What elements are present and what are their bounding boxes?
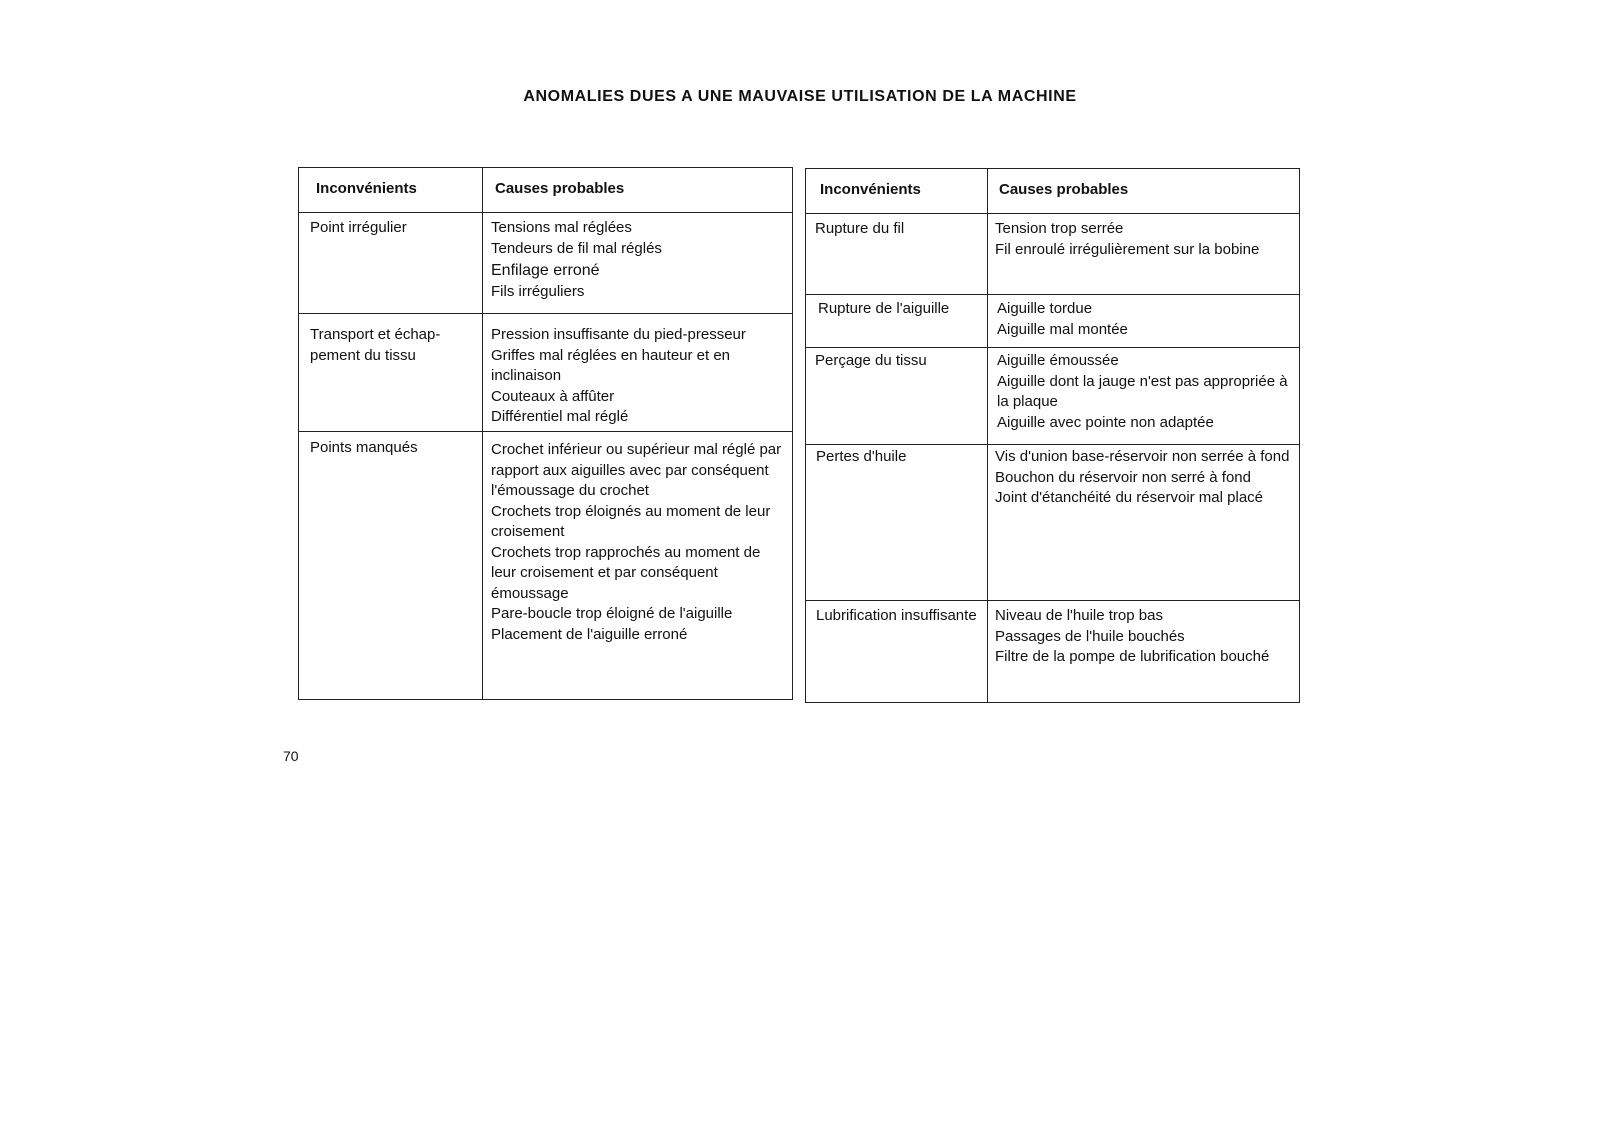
- row-divider: [299, 313, 792, 314]
- cause-line: Vis d'union base-réservoir non serrée à fond: [995, 448, 1290, 465]
- problem-cell: Lubrification insuffisante: [816, 607, 977, 624]
- anomalies-table-left: [298, 167, 793, 700]
- row-divider: [299, 431, 792, 432]
- cause-line: Joint d'étanchéité du réservoir mal placé: [995, 489, 1264, 506]
- row-divider: [806, 347, 1299, 348]
- cause-line: Tendeurs de fil mal réglés: [491, 239, 662, 257]
- cause-line: Pare-boucle trop éloigné de l'aiguille: [491, 605, 733, 622]
- table-header: [299, 168, 792, 213]
- cause-line: Niveau de l'huile trop bas: [995, 607, 1163, 624]
- page-number: 70: [283, 748, 299, 764]
- problem-cell: Transport et échap-pement du tissu: [310, 326, 441, 364]
- anomalies-table-right: [805, 168, 1300, 703]
- header-causes: Causes probables: [999, 181, 1129, 198]
- cause-line: Filtre de la pompe de lubrification bouché: [995, 648, 1270, 665]
- cause-line: Fil enroulé irrégulièrement sur la bobine: [995, 240, 1260, 258]
- causes-cell: [995, 219, 1290, 260]
- cause-line: Pression insuffisante du pied-presseur: [491, 326, 746, 343]
- causes-cell: [995, 606, 1290, 668]
- cause-line: Tensions mal réglées: [491, 219, 632, 236]
- cause-line: Enfilage erroné: [491, 262, 600, 279]
- cause-line: Crochet inférieur ou supérieur mal réglé par rapport aux aiguilles avec par conséquent l'émoussage du crochet: [491, 441, 782, 499]
- cause-line: Aiguille mal montée: [997, 320, 1128, 338]
- cause-line: Passages de l'huile bouchés: [995, 627, 1185, 645]
- causes-cell: [995, 447, 1290, 509]
- column-divider: [987, 169, 988, 702]
- problem-cell: Points manqués: [310, 439, 418, 456]
- cause-line: Aiguille dont la jauge n'est pas appropriée à la plaque: [997, 372, 1288, 410]
- causes-cell: [997, 299, 1292, 340]
- problem-cell: Perçage du tissu: [815, 352, 927, 369]
- row-divider: [806, 294, 1299, 295]
- cause-line: Bouchon du réservoir non serré à fond: [995, 468, 1251, 486]
- problem-cell: Rupture du fil: [815, 220, 905, 237]
- cause-line: Différentiel mal réglé: [491, 408, 629, 425]
- cause-line: Placement de l'aiguille erroné: [491, 625, 688, 643]
- table-header: [806, 169, 1299, 214]
- causes-cell: [491, 218, 786, 303]
- cause-line: Aiguille tordue: [997, 300, 1093, 317]
- cause-line: Tension trop serrée: [995, 220, 1124, 237]
- page-title: ANOMALIES DUES A UNE MAUVAISE UTILISATION DE LA MACHINE: [523, 88, 1077, 105]
- problem-cell: Rupture de l'aiguille: [818, 300, 950, 317]
- problem-cell: Point irrégulier: [310, 219, 407, 236]
- causes-cell: [491, 440, 786, 645]
- cause-line: Fils irréguliers: [491, 283, 585, 300]
- header-inconvenients: Inconvénients: [316, 180, 417, 197]
- header-causes: Causes probables: [495, 180, 625, 197]
- causes-cell: [997, 351, 1292, 433]
- cause-line: Aiguille émoussée: [997, 352, 1119, 369]
- problem-cell: Pertes d'huile: [816, 448, 907, 465]
- header-inconvenients: Inconvénients: [820, 181, 921, 198]
- column-divider: [482, 168, 483, 699]
- cause-line: Griffes mal réglées en hauteur et en inclinaison: [491, 346, 731, 384]
- row-divider: [806, 600, 1299, 601]
- causes-cell: [491, 325, 786, 428]
- cause-line: Crochets trop rapprochés au moment de leur croisement et par conséquent émoussage: [491, 543, 761, 602]
- row-divider: [806, 444, 1299, 445]
- cause-line: Couteaux à affûter: [491, 387, 615, 405]
- cause-line: Crochets trop éloignés au moment de leur croisement: [491, 502, 771, 540]
- cause-line: Aiguille avec pointe non adaptée: [997, 413, 1214, 431]
